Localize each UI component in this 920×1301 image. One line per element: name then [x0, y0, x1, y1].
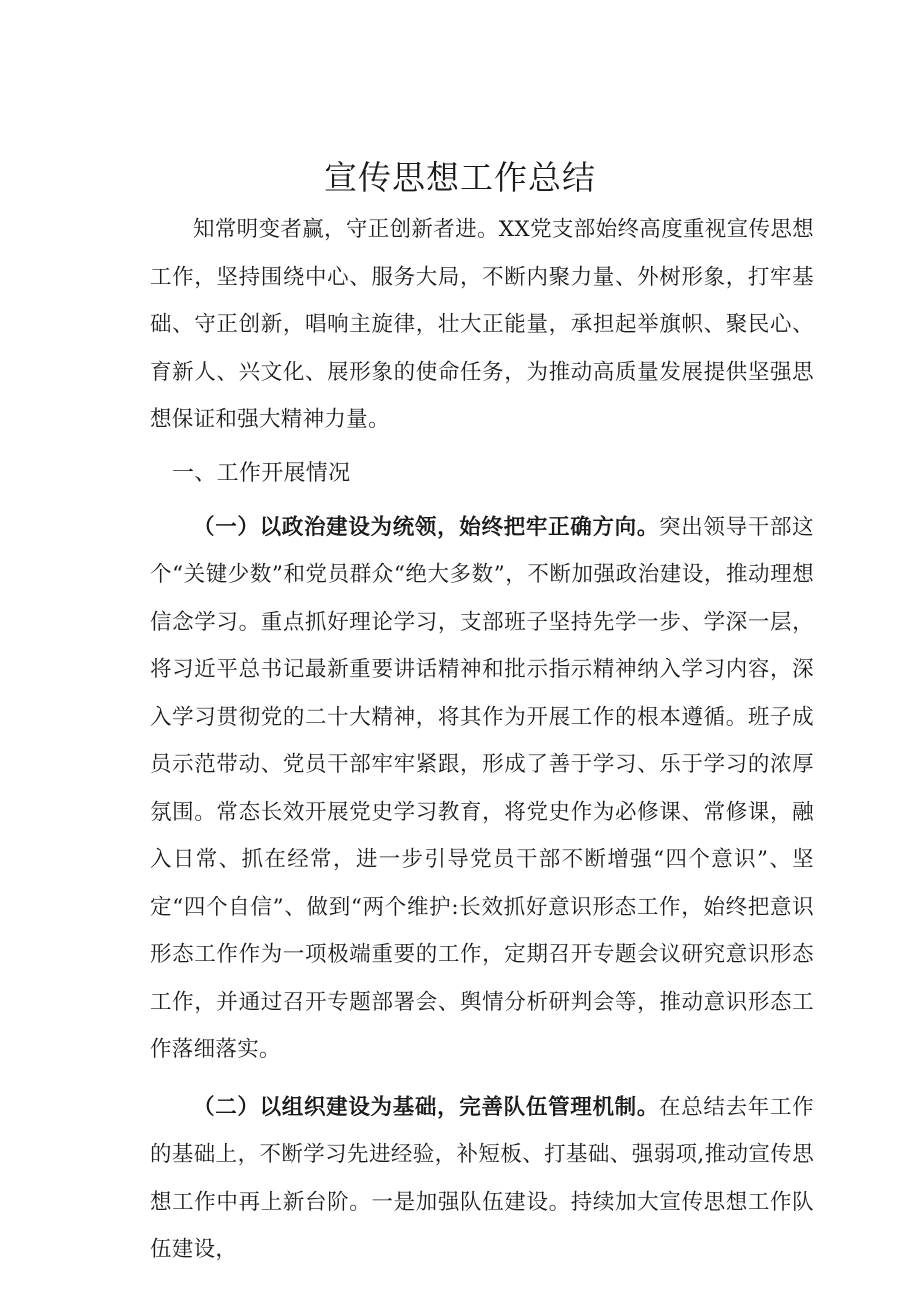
paragraph-item-2: [150, 1084, 814, 1274]
document-body: [150, 206, 814, 1274]
intro-paragraph: 知常明变者赢，守正创新者进。XX党支部始终高度重视宣传思想工作，坚持围绕中心、服务大局，不断内聚力量、外树形象，打牢基础、守正创新，唱响主旋律，壮大正能量，承担起举旗帜、聚民心、育新人、兴文化、展形象的使命任务，为推动高质量发展提供坚强思想保证和强大精神力量。: [150, 217, 814, 432]
item-1-lead: （一）以政治建设为统领，始终把牢正确方向。: [193, 514, 660, 540]
paragraph-item-1: [150, 504, 814, 1074]
item-2-lead: （二）以组织建设为基础，完善队伍管理机制。: [193, 1094, 660, 1120]
section-heading: 一、工作开展情况: [172, 460, 351, 486]
item-2-text: 在总结去年工作的基础上，不断学习先进经验，补短板、打基础、强弱项,推动宣传思想工作中再上新台阶。一是加强队伍建设。持续加大宣传思想工作队伍建设，: [150, 1094, 814, 1262]
item-1-text: 突出领导干部这个“关键少数”和党员群众“绝大多数”，不断加强政治建设，推动理想信念学习。重点抓好理论学习，支部班子坚持先学一步、学深一层，将习近平总书记最新重要讲话精神和批示指示精神纳入学习内容，深入学习贯彻党的二十大精神，将其作为开展工作的根本遵循。班子成员示范带动、党员干部牢牢紧跟，形成了善于学习、乐于学习的浓厚氛围。常态长效开展党史学习教育，将党史作为必修课、常修课，融入日常、抓在经常，进一步引导党员干部不断增强“四个意识”、坚定“四个自信”、做到“两个维护:长效抓好意识形态工作，始终把意识形态工作作为一项极端重要的工作，定期召开专题会议研究意识形态工作，并通过召开专题部署会、舆情分析研判会等，推动意识形态工作落细落实。: [150, 514, 814, 1062]
document-title: 宣传思想工作总结: [324, 158, 596, 197]
